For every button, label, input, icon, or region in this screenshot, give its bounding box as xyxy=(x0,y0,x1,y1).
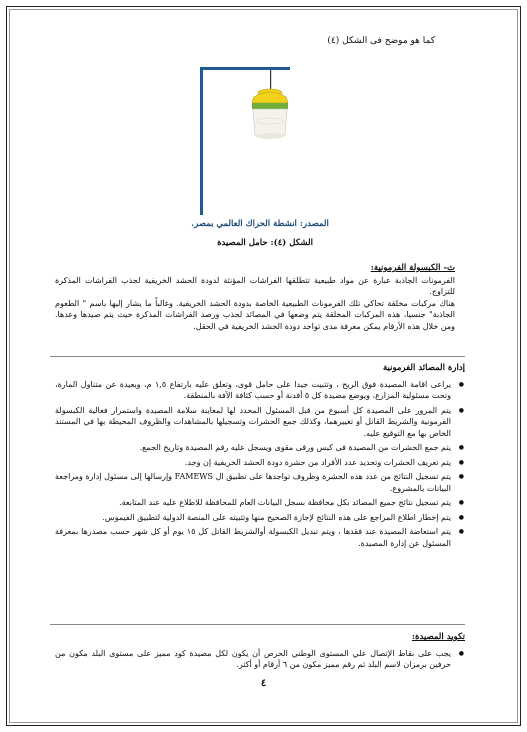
section-trap-coding xyxy=(55,632,465,674)
paragraph: الفرمونات الجاذبة عبارة عن مواد طبيعية تتطلقها الفراشات المؤنثة لدودة الحشد الخريفية لجذب الفراشات المذكرة للتزاوج. xyxy=(55,275,455,296)
page-number: ٤ xyxy=(260,678,267,689)
section-trap-management xyxy=(55,363,465,552)
list-item: ● يتم إخطار اطلاع المراجع على هذه النتائج لإجازة الصحيح منها وتثبيته على المنصة الدولية لتطبيق الفيموس. xyxy=(55,512,451,524)
trap-stand-figure xyxy=(190,65,310,215)
stand-arm xyxy=(200,67,290,70)
list-item: ● يتم تسجيل نتائج جميع المصائد بكل محافظة بسجل البيانات العام للمحافظة للاطلاع عليه عند المتابعة. xyxy=(55,497,451,509)
list-item: ● يتم تسجيل النتائج من عدد هذه الحشرة وظروف تواجدها على تطبيق ال FAMEWS وإرسالها إلى مسئول إدارة ومراجعة البيانات بالمشروع. xyxy=(55,471,451,494)
divider xyxy=(50,624,465,625)
pheromone-trap-image xyxy=(252,89,288,139)
paragraph: هناك مركبات مخلقة تحاكي تلك الفرمونات الطبيعية الخاصة بدودة الحشد الخريفية. وغالباً ما يشار إليها باسم " الطعوم الجاذبة" جنسيا، هذه المركبات المخلقة يتم وضعها في المصائد لجذب ورصد الفراشات المذكرة حيث يتم صيدها وعدها. ومن خلال هذه الأرقام يمكن معرفة مدى تواجد دودة الحشد الخريفية في الحقل. xyxy=(55,298,455,331)
section-heading: إدارة المصائد الفرمونية xyxy=(382,363,465,373)
figure-intro-caption: كما هو موضح فى الشكل (٤) xyxy=(327,36,435,46)
list-item: ● يتم المرور على المصيدة كل أسبوع من قبل المسئول المحدد لها لمعاينة سلامة المصيدة واستمرار فعالية الكبسولة الفرمونية والشريط القاتل أو تغييرهما، وكذلك جمع الحشرات وتسجيلها بالمشاهدات والظروف المحيطة بها في المستند الخاص بها مع التوقيع عليه. xyxy=(55,405,451,440)
list-item: ● يراعى اقامة المصيدة فوق الريح ، وتثبيت جيدا على حامل قوى، وتعلق عليه بارتفاع ١,٥ م، وبعيدة عن متناول المارة، وتحت مسئولية المزارع، ويوضع مصيدة كل ٥ أفدنة أو حسب كثافة الآفة بالمنطقة. xyxy=(55,379,451,402)
section-heading: ث- الكبسولة الفرمونية: xyxy=(370,263,455,273)
divider xyxy=(50,356,465,357)
list-item: ● يتم جمع الحشرات من المصيدة فى كيس ورقى مقوى ويسجل عليه رقم المصيدة وتاريخ الجمع. xyxy=(55,442,451,454)
figure-title: الشكل (٤): حامل المصيدة xyxy=(217,238,313,248)
section-heading: تكويد المصيدة: xyxy=(411,632,465,642)
figure-source: المصدر: انشطة الحراك العالمي بمصر. xyxy=(191,219,329,229)
stand-pole xyxy=(200,67,203,215)
list-item: ● يتم تعريف الحشرات وتحديد عدد الأفراد من حشرة دودة الحشد الخريفية إن وجد. xyxy=(55,457,451,469)
hanging-wire xyxy=(270,70,271,92)
list-item: ● يجب على نقاط الإتصال علي المستوى الوطني الحرص أن يكون لكل مصيدة كود مميز على مستوى البلد مكون من حرفين برمزان لاسم البلد ثم رقم مميز مكون من ٦ أرقام أو أكثر. xyxy=(55,648,451,671)
list-item: ● يتم استعاضة المصيدة عند فقدها ، ويتم تبديل الكبسولة أوالشريط القاتل كل ١٥ يوم أو كل شهر حسب مصدرها بمعرفة المسئول عن إدارة المصيدة. xyxy=(55,526,451,549)
bullet-list xyxy=(55,648,465,671)
bullet-list xyxy=(55,379,465,550)
section-pheromone-capsule xyxy=(55,263,455,332)
